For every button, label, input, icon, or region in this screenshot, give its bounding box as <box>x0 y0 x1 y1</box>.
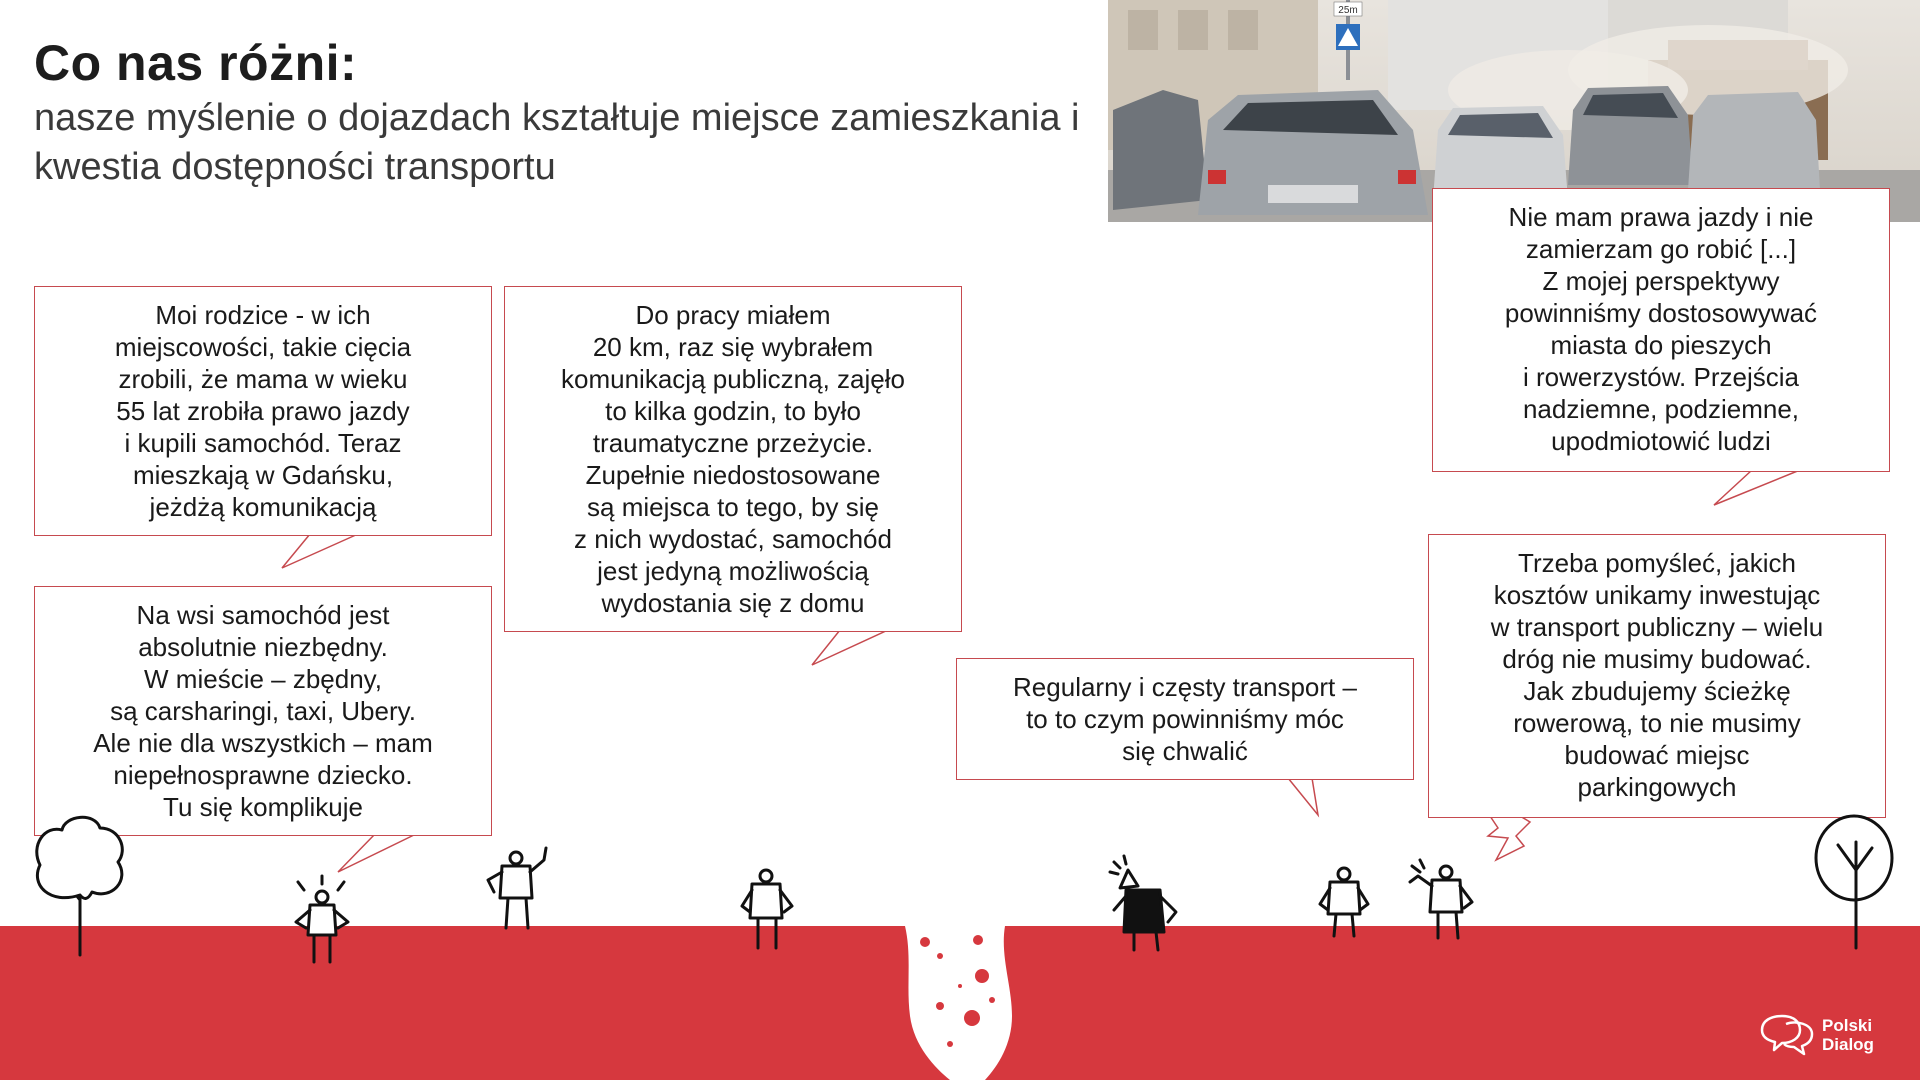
person-icon <box>488 848 546 928</box>
logo-text: Polski Dialog <box>1822 1016 1874 1054</box>
quote-3: Do pracy miałem 20 km, raz się wybrałem komunikacją publiczną, zajęło to kilka godzin, to było traumatyczne przeżycie. Zupełnie niedostosowane są miejsca to tego, by się z nich wydostać, samochód jest jedyną możliwością wydostania się z domu <box>504 286 962 632</box>
quote-4-tail <box>1288 778 1318 815</box>
quote-6: Trzeba pomyśleć, jakich kosztów unikamy inwestując w transport publiczny – wielu dróg nie musimy budować. Jak zbudujemy ścieżkę rowerową, to nie musimy budować miejsc parkingowych <box>1428 534 1886 818</box>
page-title: Co nas różni: <box>34 35 358 91</box>
quote-2: Na wsi samochód jest absolutnie niezbędny. W mieście – zbędny, są carsharingi, taxi, Ubery. Ale nie dla wszystkich – mam niepełnosprawne dziecko. Tu się komplikuje <box>34 586 492 836</box>
quote-3-tail <box>812 630 888 665</box>
red-ground <box>0 926 1920 1080</box>
quote-5: Nie mam prawa jazdy i nie zamierzam go robić [...] Z mojej perspektywy powinniśmy dostosowywać miasta do pieszych i rowerzystów. Przejścia nadziemne, podziemne, upodmiotowić ludzi <box>1432 188 1890 472</box>
quote-1: Moi rodzice - w ich miejscowości, takie cięcia zrobili, że mama w wieku 55 lat zrobiła prawo jazdy i kupili samochód. Teraz mieszkają w Gdańsku, jeżdżą komunikacją <box>34 286 492 536</box>
quote-1-tail <box>282 534 358 568</box>
quote-4: Regularny i częsty transport – to to czym powinniśmy móc się chwalić <box>956 658 1414 780</box>
quote-2-tail <box>338 834 416 872</box>
quote-6-tail <box>1488 816 1530 860</box>
page-subtitle: nasze myślenie o dojazdach kształtuje miejsce zamieszkania i kwestia dostępności transportu <box>34 97 1080 188</box>
quote-5-tail <box>1714 470 1800 505</box>
traffic-sign-label: 25m <box>1338 5 1358 16</box>
